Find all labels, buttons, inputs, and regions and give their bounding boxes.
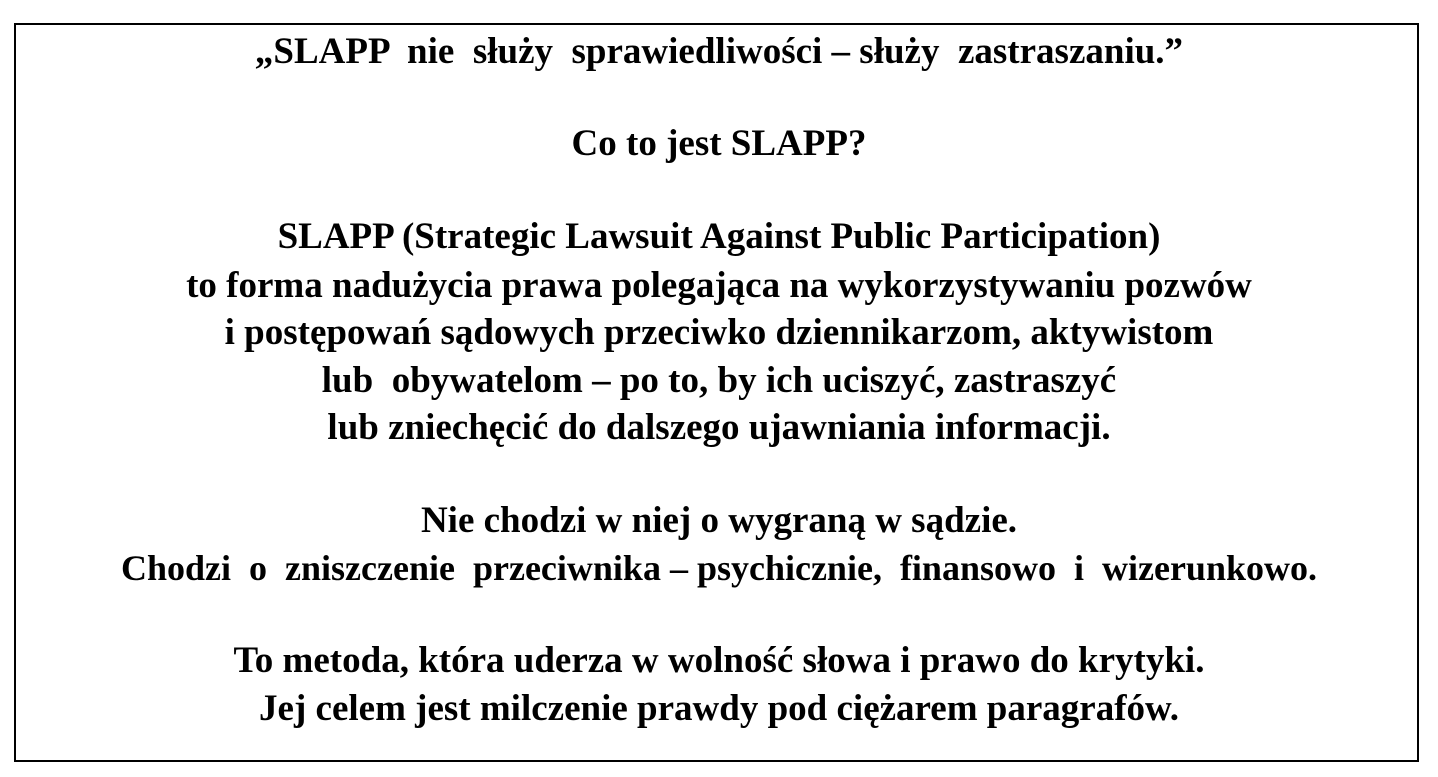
quote-line: „SLAPP nie służy sprawiedliwości – służy zastraszaniu.” [254,31,1184,72]
definition-line-2: to forma nadużycia prawa polegająca na wykorzystywaniu pozwów [186,265,1252,306]
definition-line-4: lub obywatelom – po to, by ich uciszyć, zastraszyć [321,360,1117,401]
purpose-line-1: Nie chodzi w niej o wygraną w sądzie. [420,500,1018,541]
heading: Co to jest SLAPP? [571,123,867,164]
conclusion-line-2: Jej celem jest milczenie prawdy pod ciężarem paragrafów. [259,688,1179,729]
definition-line-5: lub zniechęcić do dalszego ujawniania informacji. [327,407,1111,448]
conclusion-line-1: To metoda, która uderza w wolność słowa i prawo do krytyki. [233,640,1205,681]
definition-line-3: i postępowań sądowych przeciwko dziennikarzom, aktywistom [224,312,1214,353]
purpose-line-2: Chodzi o zniszczenie przeciwnika – psychicznie, finansowo i wizerunkowo. [121,548,1317,588]
definition-line-1: SLAPP (Strategic Lawsuit Against Public Participation) [277,216,1161,257]
